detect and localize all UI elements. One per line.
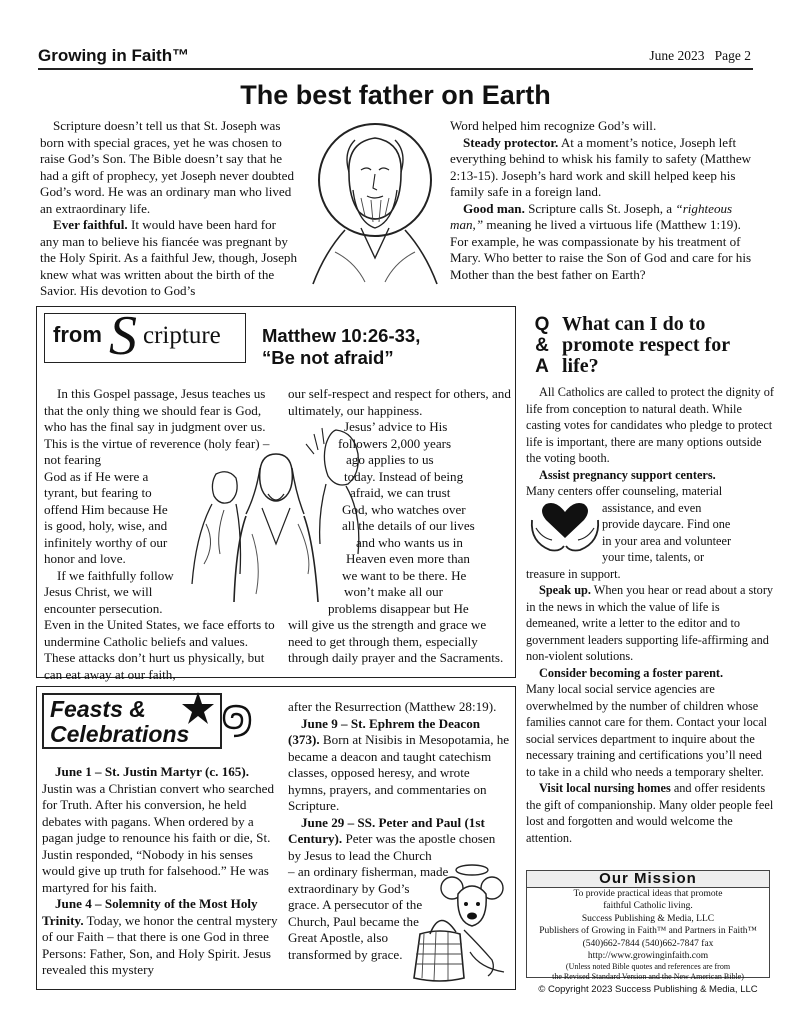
qa-title: What can I do to promote respect for life? <box>562 313 730 377</box>
header-rule <box>38 68 753 70</box>
article1-paragraph: Scripture doesn’t tell us that St. Joseph was born with special graces, yet he was chosen to raise God’s Son. The Bible doesn’t say that he had a gift of prophecy, yet Joseph never doubted God’s word. He was an ordinary man who lived an extraordinary life. <box>40 118 295 216</box>
joseph-portrait <box>305 112 445 290</box>
article1-paragraph: Steady protector. At a moment’s notice, Joseph left everything behind to whisk his family to safety (Matthew 2:13-15). Joseph’s hard work and skill helped keep his family safe in a foreign land. <box>450 134 752 199</box>
article1-paragraph: Ever faithful. It would have been hard for any man to believe his fiancée was pregnant by the Holy Spirit. As a faithful Jew, though, Joseph knew what was written about the birth of the Savior. His devotion to God’s <box>40 217 298 298</box>
feasts-label: Feasts & Celebrations <box>42 693 222 749</box>
newsletter-title: Growing in Faith™ <box>38 46 190 65</box>
issue-date: June 2023 <box>649 48 705 63</box>
star-spiral-decoration <box>182 688 252 746</box>
article1-left-column <box>40 118 298 300</box>
heart-hands-icon <box>528 498 602 554</box>
qa-body: All Catholics are called to protect the dignity of life from conception to natural death. While casting votes for candidates who pledge to protect life is important, there are many options outside the voting booth. Assist pregnancy support centers. Many centers offer counseling, material assistance, and even provide daycare. Find one in your area and volunteer your time, talents, or treasure in support. Speak up. When you hear or read about a story in the news in which the value of life is demeaned, write a letter to the editor and to government leaders supporting life-affirming and non-violent solutions. Consider becoming a foster parent. Many local social service agencies are overwhelmed by the number of children whose families cannot care for them. Contact your local social services department to inquire about the necessary training and certifications you’ll need to take in a child who needs a temporary shelter. Visit local nursing homes and offer residents the gift of companionship. Many older people feel lost and forgotten and would welcome the attention. <box>526 385 774 845</box>
scripture-title: Matthew 10:26-33, “Be not afraid” <box>262 325 421 368</box>
feasts-left-column: June 1 – St. Justin Martyr (c. 165). Justin was a Christian convert who searched for Truth. After his conversion, he held debates with pagans. When ordered by a pagan judge to renounce his faith or die, St. Justin responded, “Nobody in his senses would give up truth for falsehood.” He was martyred for his faith. June 4 – Solemnity of the Most Holy Trinity. Today, we honor the central mystery of our Faith – that there is one God in three Persons: Father, Son, and Holy Spirit. Jesus revealed this mystery <box>42 764 278 977</box>
page-number: Page 2 <box>714 48 751 63</box>
issue-info <box>649 48 751 64</box>
scripture-paragraph: our self-respect and respect for others, and ultimately, our happiness. <box>288 386 511 418</box>
from-scripture-label: from S cripture <box>44 313 246 363</box>
article-title: The best father on Earth <box>240 80 551 110</box>
spiral-icon <box>224 706 250 736</box>
scripture-paragraph: will give us the strength and grace we need to get through them, especially through daily prayer and the Sacraments. <box>288 617 504 665</box>
scripture-right-column: our self-respect and respect for others, and ultimately, our happiness. Jesus’ advice to His followers 2,000 years ago applies to us today. Instead of being afraid, we can trust God, who watches over all the details of our lives and who wants us in Heaven even more than we want to be there. He won’t make all our problems disappear but He will give us the strength and grace we need to get through them, especially through daily prayer and the Sacraments. <box>288 386 511 665</box>
feasts-right-column: after the Resurrection (Matthew 28:19). June 9 – St. Ephrem the Deacon (373). Born at Nisibis in Mesopotamia, he became a deacon and taught catechism classes, opposed heresy, and wrote hymns, prayers, and commentaries on Scripture. June 29 – SS. Peter and Paul (1st Century). Peter was the apostle chosen by Jesus to lead the Church – an ordinary fisherman, made extraordinary by God’s grace. A persecutor of the Church, Paul became the Great Apostle, also transformed by grace. <box>288 699 510 962</box>
mission-box: Our Mission To provide practical ideas that promote faithful Catholic living. Success Publishing & Media, LLC Publishers of Growing in Faith™ and Partners in Faith™ (540)662-7844 (540)662-7847 fax http://www.growinginfaith.com (Unless noted Bible quotes and references are from the Revised Standard Version and the New American Bible) <box>526 870 770 978</box>
scripture-left-column: In this Gospel passage, Jesus teaches us that the only thing we should fear is God, who has the final say in judgment over us. This is the virtue of reverence (holy fear) – not fearing God as if He were a tyrant, but fearing to offend Him because He is good, holy, wise, and infinitely worthy of our honor and love. If we faithfully follow Jesus Christ, we will encounter persecution. Even in the United States, we face efforts to undermine Catholic beliefs and values. These attacks don’t hurt us physically, but can eat away at our faith, <box>44 386 280 683</box>
article1-paragraph: Word helped him recognize God’s will. <box>450 118 657 133</box>
qa-letters: Q & A <box>534 314 550 377</box>
article1-paragraph: Good man. Scripture calls St. Joseph, a “righteous man,” meaning he lived a virtuous life (Matthew 1:19). For example, he was compassionate by his treatment of Mary. Who better to raise the Son of God and care for his Mother than the best father on Earth? <box>450 200 752 282</box>
copyright: © Copyright 2023 Success Publishing & Media, LLC <box>538 984 758 995</box>
star-icon <box>182 692 214 724</box>
scripture-paragraph: In this Gospel passage, Jesus teaches us that the only thing we should fear is God, who has the final say in judgment over us. This is the virtue of reverence (holy fear) – not fearing <box>44 386 270 467</box>
scripture-paragraph: Even in the United States, we face efforts to undermine Catholic beliefs and values. These attacks don’t hurt us physically, but can eat away at our faith, <box>44 617 275 682</box>
article1-right-column <box>450 118 762 283</box>
mouse-basket-illustration <box>400 860 512 984</box>
